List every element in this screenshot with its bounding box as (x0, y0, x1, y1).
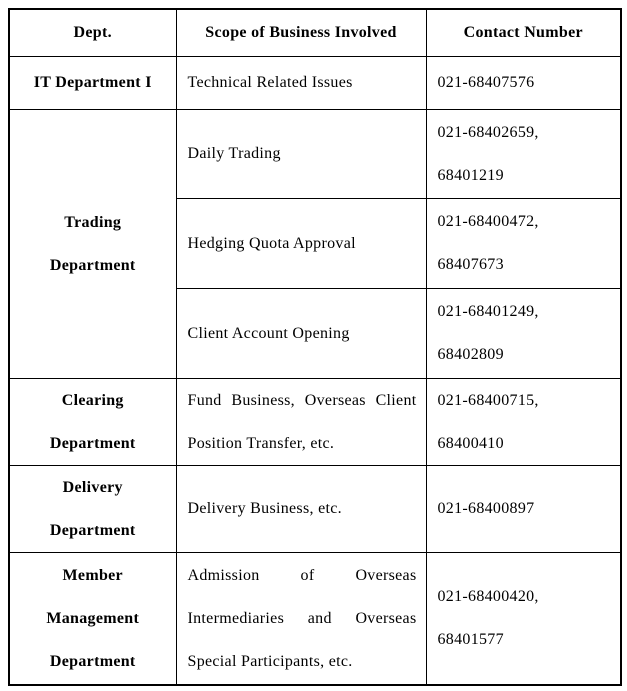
table-row (9, 465, 621, 552)
scope-cell (176, 109, 426, 198)
dept-name-line: Clearing (61, 391, 124, 409)
dept-name-line: Delivery (62, 478, 123, 496)
table-row (9, 56, 621, 109)
dept-cell-trading (9, 109, 176, 378)
contact-cell (426, 109, 621, 198)
scope-line: Delivery Business, etc. (187, 500, 342, 517)
scope-line: Technical Related Issues (187, 74, 353, 91)
contact-cell (426, 198, 621, 288)
dept-name-line: IT Department I (33, 74, 152, 91)
scope-cell (176, 552, 426, 685)
dept-name-line: Trading (64, 213, 122, 231)
contact-line: 68400410 (437, 434, 504, 452)
scope-cell (176, 378, 426, 465)
dept-cell-delivery (9, 465, 176, 552)
column-header-dept: Dept. (9, 9, 176, 56)
table-row (9, 552, 621, 685)
scope-line: Position Transfer, etc. (187, 434, 335, 452)
scope-cell (176, 56, 426, 109)
contact-line: 021-68400472, (437, 213, 539, 230)
contact-line: 021-68401249, (437, 303, 539, 320)
scope-cell (176, 198, 426, 288)
scope-line: Intermediaries and Overseas (187, 609, 417, 627)
contact-cell (426, 552, 621, 685)
column-header-contact: Contact Number (426, 9, 621, 56)
dept-name-line: Member (62, 566, 123, 584)
contact-line: 68401577 (437, 631, 504, 649)
scope-line: Fund Business, Overseas Client (187, 391, 417, 409)
dept-name-line: Department (49, 652, 136, 670)
column-header-scope: Scope of Business Involved (176, 9, 426, 56)
contact-cell (426, 56, 621, 109)
contact-cell (426, 378, 621, 465)
department-contact-table (8, 8, 622, 686)
dept-cell-member-management (9, 552, 176, 685)
table-row (9, 378, 621, 465)
scope-line: Daily Trading (187, 145, 281, 162)
dept-name-line: Department (49, 256, 136, 274)
dept-name-line: Management (46, 609, 140, 627)
dept-cell-clearing (9, 378, 176, 465)
scope-cell (176, 465, 426, 552)
contact-line: 68407673 (437, 256, 504, 273)
table-row (9, 109, 621, 198)
header-row (9, 9, 621, 56)
scope-line: Admission of Overseas (187, 566, 417, 584)
dept-cell-it (9, 56, 176, 109)
contact-line: 021-68400715, (437, 391, 539, 409)
contact-line: 68401219 (437, 166, 504, 184)
contact-line: 021-68407576 (437, 74, 535, 91)
dept-name-line: Department (49, 521, 136, 539)
contact-line: 021-68402659, (437, 123, 539, 141)
contact-line: 68402809 (437, 346, 504, 363)
dept-name-line: Department (49, 434, 136, 452)
contact-line: 021-68400897 (437, 500, 535, 517)
scope-cell (176, 288, 426, 378)
contact-line: 021-68400420, (437, 588, 539, 606)
scope-line: Special Participants, etc. (187, 652, 353, 670)
scope-line: Hedging Quota Approval (187, 234, 356, 252)
contact-cell (426, 465, 621, 552)
scope-line: Client Account Opening (187, 324, 350, 342)
contact-cell (426, 288, 621, 378)
